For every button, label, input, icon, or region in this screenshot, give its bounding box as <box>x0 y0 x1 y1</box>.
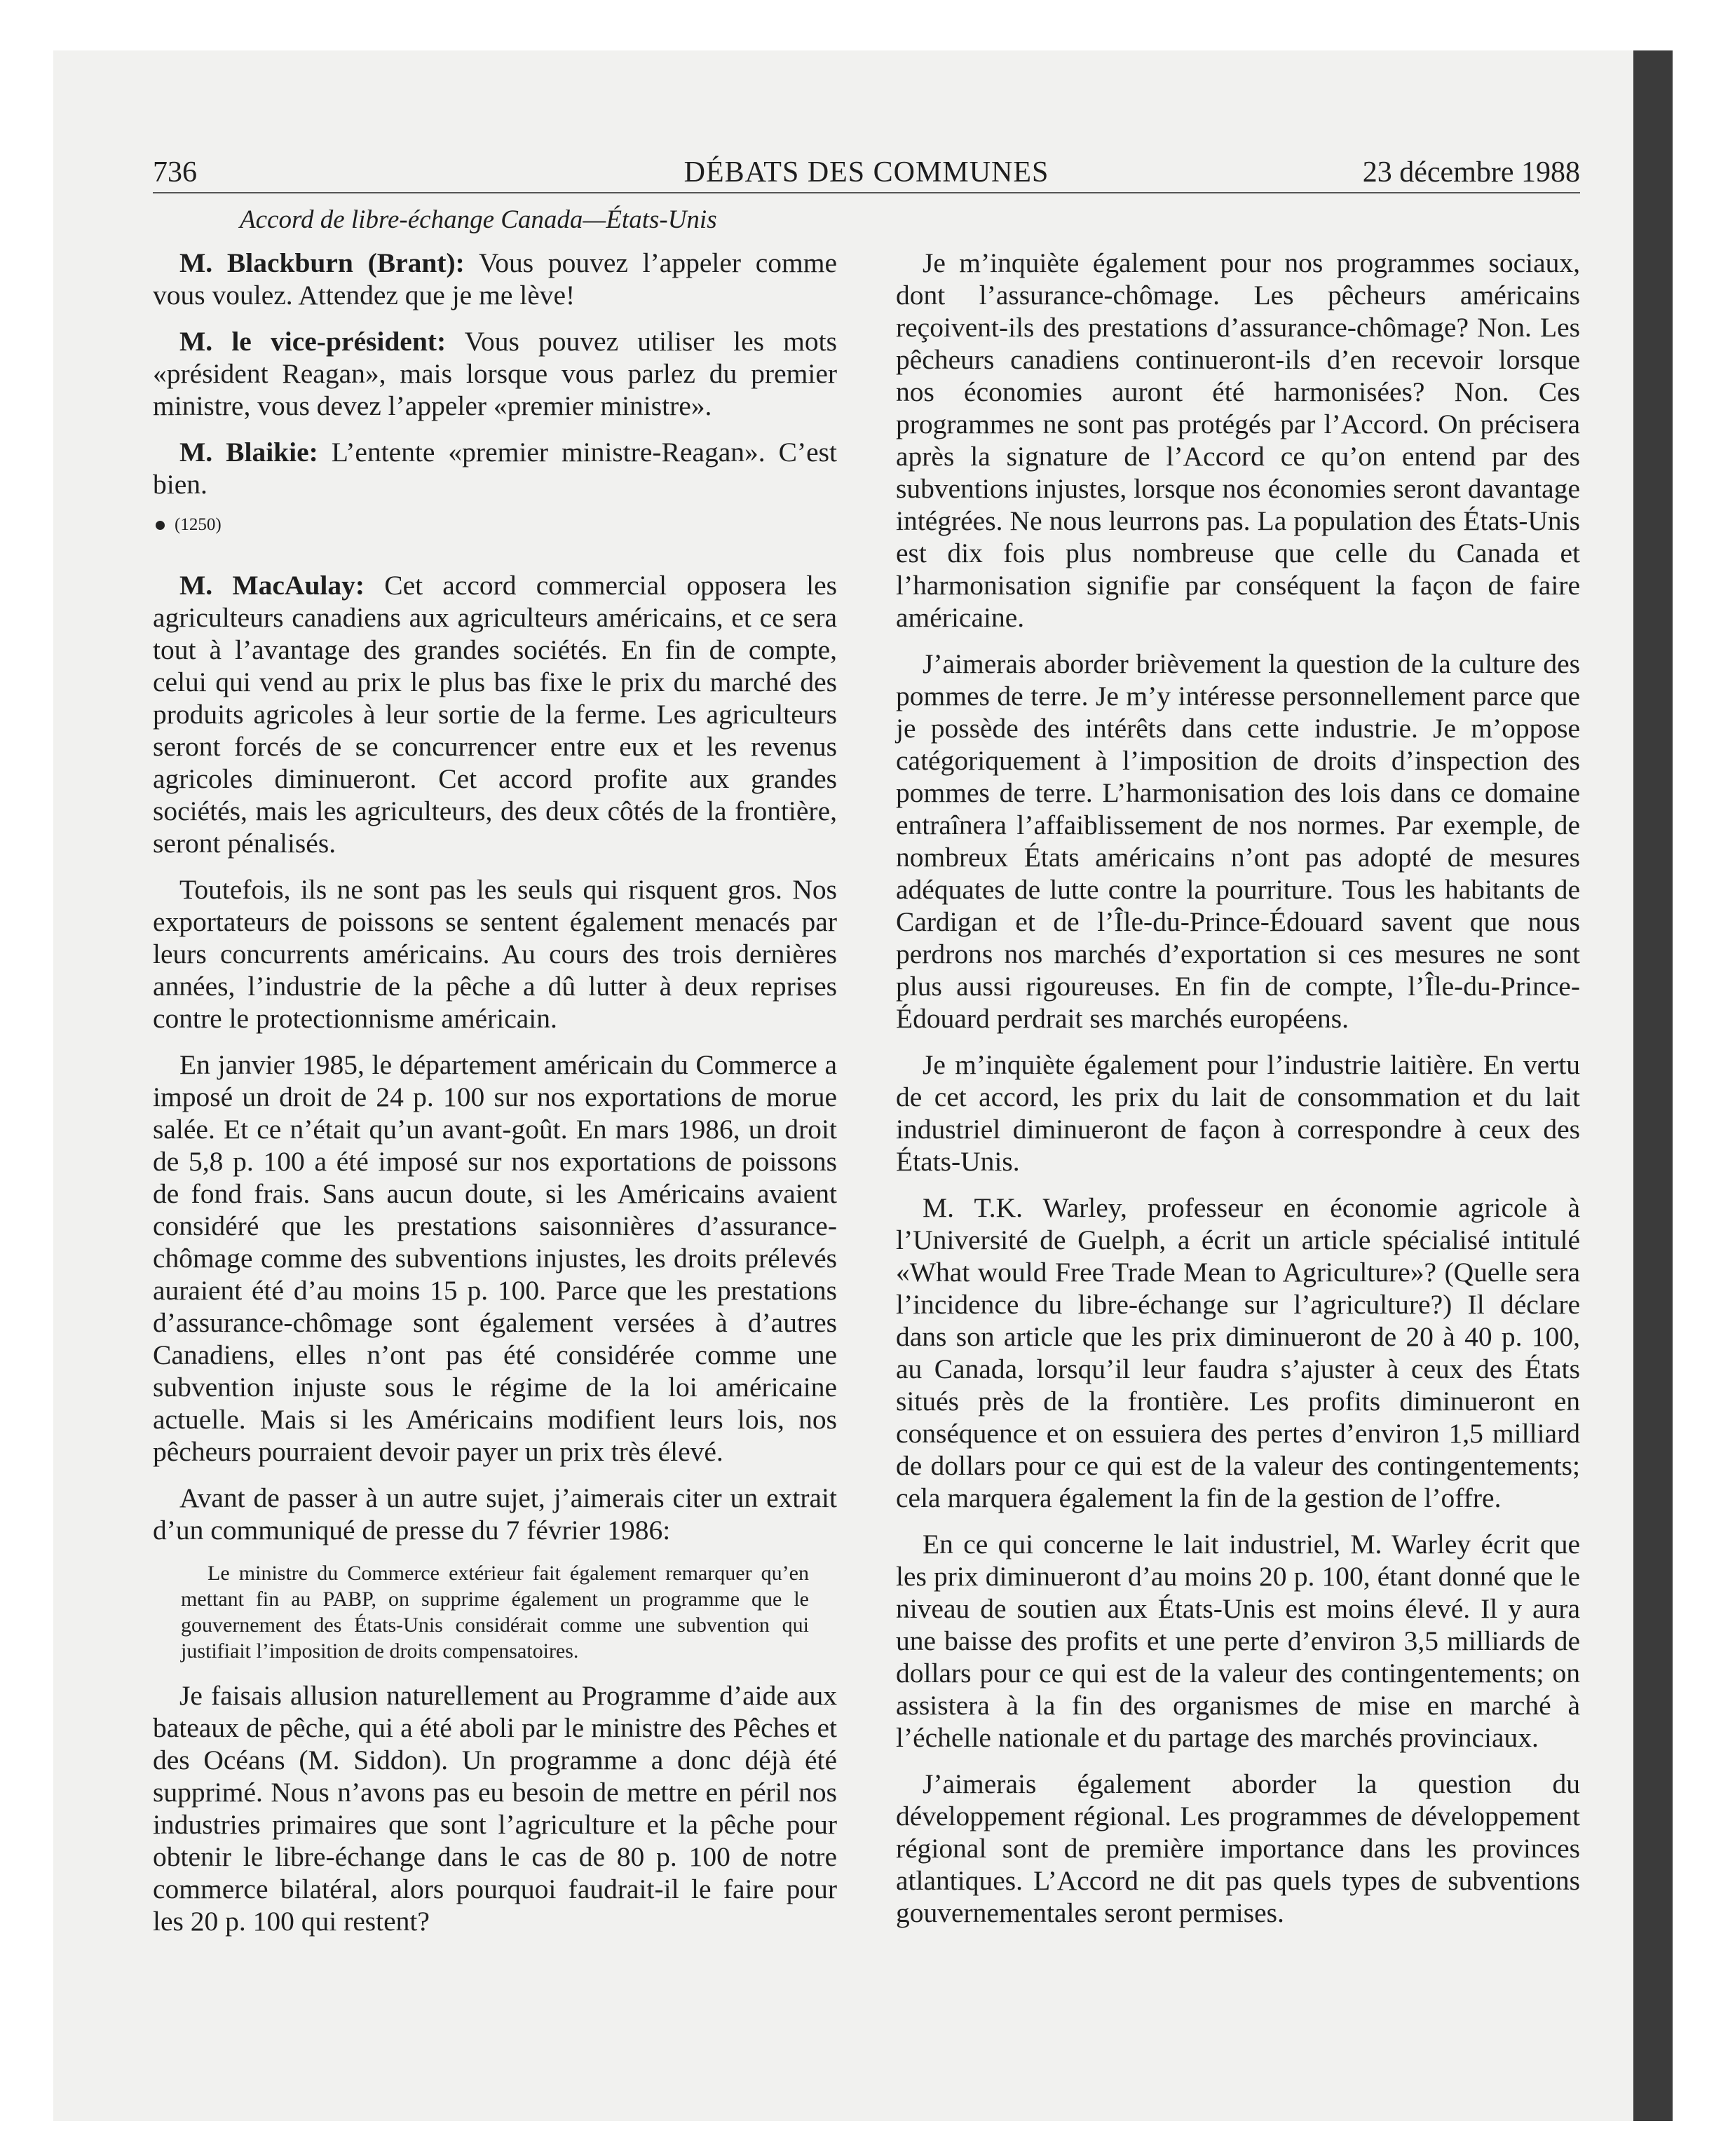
paragraph: Avant de passer à un autre sujet, j’aimerais citer un extrait d’un communiqué de presse du 7 février 1986: <box>153 1482 837 1546</box>
publication-title: DÉBATS DES COMMUNES <box>683 156 1049 189</box>
paragraph: M. T.K. Warley, professeur en économie agricole à l’Université de Guelph, a écrit un article spécialisé intitulé «What would Free Trade Mean to Agriculture»? (Quelle sera l’incidence du libre-échange sur l’agriculture?) Il déclare dans son article que les prix diminueront de 20 à 40 p. 100, au Canada, lorsqu’il leur faudra s’ajuster à ceux des États situés près de la frontière. Les profits diminueront en conséquence et on essuiera des pertes d’environ 1,5 milliard de dollars pour ce qui est de la valeur des contingentements; cela marquera également la fin de la gestion de l’offre. <box>896 1192 1580 1513</box>
right-column <box>896 247 1580 1943</box>
issue-date: 23 décembre 1988 <box>1362 156 1580 189</box>
time-marker <box>153 514 837 535</box>
time-marker-text: (1250) <box>175 515 222 534</box>
section-subhead: Accord de libre-échange Canada—États-Unis <box>240 205 717 234</box>
running-header <box>153 153 1580 193</box>
paragraph <box>153 247 837 311</box>
paragraph: Je m’inquiète également pour l’industrie laitière. En vertu de cet accord, les prix du lait de consommation et du lait industriel diminueront de façon à correspondre à ceux des États-Unis. <box>896 1049 1580 1177</box>
speech-text: Vous pouvez utiliser les mots «président Reagan», mais lorsque vous parlez du premier ministre, vous devez l’appeler «premier ministre». <box>153 326 838 421</box>
block-quote: Le ministre du Commerce extérieur fait également remarquer qu’en mettant fin au PABP, on supprime également un programme que le gouvernement des États-Unis considérait comme une subvention qui justifiait l’imposition de droits compensatoires. <box>181 1562 809 1663</box>
speech-text: Vous pouvez l’appeler comme vous voulez. Attendez que je me lève! <box>153 247 837 311</box>
page-number: 736 <box>153 156 197 189</box>
bullet-icon <box>156 521 165 530</box>
scan-edge-shadow <box>1633 50 1673 2121</box>
paragraph: Je faisais allusion naturellement au Programme d’aide aux bateaux de pêche, qui a été aboli par le ministre des Pêches et des Océans (M. Siddon). Un programme a donc déjà été supprimé. Nous n’avons pas eu besoin de mettre en péril nos industries primaires que sont l’agriculture et la pêche pour obtenir le libre-échange dans le cas de 80 p. 100 de notre commerce bilatéral, alors pourquoi faudrait-il le faire pour les 20 p. 100 qui restent? <box>153 1680 837 1937</box>
speaker-name: M. Blaikie: <box>179 437 318 468</box>
paragraph: J’aimerais également aborder la question du développement régional. Les programmes de développement régional sont de première importance dans les provinces atlantiques. L’Accord ne dit pas quels types de subventions gouvernementales seront permises. <box>896 1768 1580 1928</box>
speech-text: L’entente «premier ministre-Reagan». C’est bien. <box>153 437 837 500</box>
paragraph: Je m’inquiète également pour nos programmes sociaux, dont l’assurance-chômage. Les pêcheurs américains reçoivent-ils des prestations d’assurance-chômage? Non. Les pêcheurs canadiens continueront-ils d’en recevoir lorsque nos économies auront été harmonisées? Non. Ces programmes ne sont pas protégés par l’Accord. On précisera après la signature de l’Accord ce qu’on entend par des subventions injustes, lorsque nos économies seront davantage intégrées. Ne nous leurrons pas. La population des États-Unis est dix fois plus nombreuse que celle du Canada et l’harmonisation signifie par conséquent la façon de faire américaine. <box>896 247 1580 633</box>
paragraph <box>153 436 837 500</box>
paragraph: J’aimerais aborder brièvement la question de la culture des pommes de terre. Je m’y intéresse personnellement parce que je possède des intérêts dans cette industrie. Je m’oppose catégoriquement à l’imposition de droits d’inspection des pommes de terre. L’harmonisation des lois dans ce domaine entraînera l’affaiblissement de nos normes. Par exemple, de nombreux États américains n’ont pas adopté de mesures adéquates de lutte contre la pourriture. Tous les habitants de Cardigan et de l’Île-du-Prince-Édouard savent que nous perdrons nos marchés d’exportation si ces mesures ne sont plus aussi rigoureuses. En fin de compte, l’Île-du-Prince-Édouard perdrait ses marchés européens. <box>896 648 1580 1034</box>
speech-text: Cet accord commercial opposera les agriculteurs canadiens aux agriculteurs américains, et ce sera tout à l’avantage des grandes sociétés. En fin de compte, celui qui vend au prix le plus bas fixe le prix du marché des produits agricoles à leur sortie de la ferme. Les agriculteurs seront forcés de se concurrencer entre eux et les revenus agricoles diminueront. Cet accord profite aux grandes sociétés, mais les agriculteurs, des deux côtés de la frontière, seront pénalisés. <box>153 570 838 859</box>
speaker-name: M. Blackburn (Brant): <box>179 247 465 278</box>
paragraph <box>153 325 837 422</box>
left-column <box>153 247 837 1951</box>
speaker-name: M. le vice-président: <box>179 326 447 357</box>
paragraph: Toutefois, ils ne sont pas les seuls qui risquent gros. Nos exportateurs de poissons se sentent également menacés par leurs concurrents américains. Au cours des trois dernières années, l’industrie de la pêche a dû lutter à deux reprises contre le protectionnisme américain. <box>153 874 837 1034</box>
paragraph: En ce qui concerne le lait industriel, M. Warley écrit que les prix diminueront d’au moins 20 p. 100, étant donné que le niveau de soutien aux États-Unis est moins élevé. Il y aura une baisse des profits et une perte d’environ 3,5 milliards de dollars pour ce qui est de la valeur des contingentements; on assistera à la fin des organismes de mise en marché à l’échelle nationale et du partage des marchés provinciaux. <box>896 1529 1580 1753</box>
paragraph: En janvier 1985, le département américain du Commerce a imposé un droit de 24 p. 100 sur nos exportations de morue salée. Et ce n’était qu’un avant-goût. En mars 1986, un droit de 5,8 p. 100 a été imposé sur nos exportations de poissons de fond frais. Sans aucun doute, si les Américains avaient considéré que les prestations saisonnières d’assurance-chômage comme des subventions injustes, les droits prélevés auraient été d’au moins 15 p. 100. Parce que les prestations d’assurance-chômage sont également versées à d’autres Canadiens, elles n’ont pas été considérée comme une subvention injuste sous le régime de la loi américaine actuelle. Mais si les Américains modifient leurs lois, nos pêcheurs pourraient devoir payer un prix très élevé. <box>153 1049 837 1467</box>
speaker-name: M. MacAulay: <box>179 570 365 601</box>
paragraph <box>153 569 837 859</box>
